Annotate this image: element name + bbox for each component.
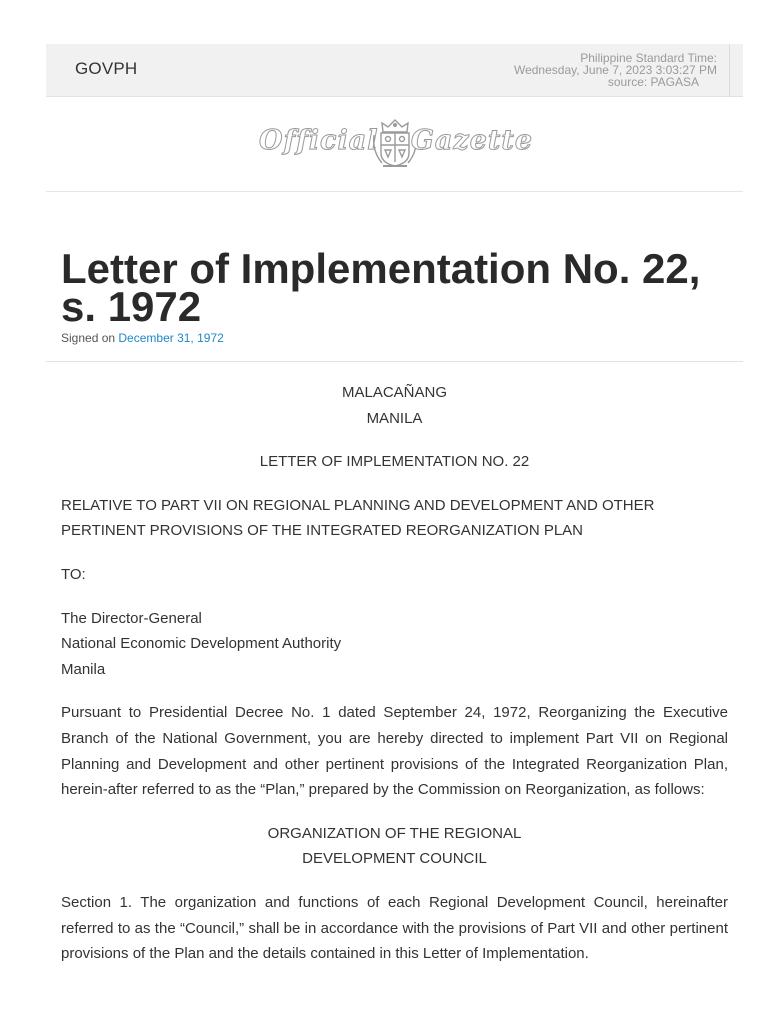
addressee-block: [61, 606, 728, 683]
govph-topbar: [46, 44, 743, 97]
to-label: TO:: [61, 565, 86, 583]
signed-date-link[interactable]: December 31, 1972: [118, 331, 224, 345]
pst-source: source: PAGASA: [607, 75, 699, 89]
office-heading: [61, 380, 728, 431]
logo-text-gazette: Gazette: [410, 125, 533, 156]
page-title: Letter of Implementation No. 22, s. 1972: [61, 245, 701, 330]
loi-heading: LETTER OF IMPLEMENTATION NO. 22: [259, 453, 530, 471]
relative-to-paragraph: RELATIVE TO PART VII ON REGIONAL PLANNING AND DEVELOPMENT AND OTHER PERTINENT PROVISIONS OF THE INTEGRATED REORGANIZATION PLAN: [61, 496, 655, 540]
section-1-paragraph: Section 1. The organization and functions of each Regional Development Council, hereinafter referred to as the “Council,” shall be in accordance with the provisions of Part VII and other pertinent provisions of the Plan and the details contained in this Letter of Implementation.: [61, 893, 728, 963]
govph-link[interactable]: GOVPH: [75, 59, 138, 78]
organization-heading: [61, 821, 728, 872]
article-body: [61, 380, 728, 985]
title-divider: [46, 361, 743, 362]
pst-label: Philippine Standard Time:: [580, 51, 717, 65]
signed-on-line: [61, 331, 721, 345]
signed-on-label: Signed on: [61, 331, 116, 345]
topbar-divider: [729, 44, 730, 97]
malacanang-text: MALACAÑANG: [341, 384, 448, 401]
pst-datetime: Wednesday, June 7, 2023 3:03:27 PM: [513, 63, 717, 77]
philippine-standard-time: [514, 52, 717, 88]
official-gazette-logo[interactable]: [259, 117, 533, 169]
pursuant-paragraph: Pursuant to Presidential Decree No. 1 dated September 24, 1972, Reorganizing the Executive Branch of the National Government, you are hereby directed to implement Part VII on Regional Planning and Development and other pertinent provisions of the Integrated Reorganization Plan, herein-after referred to as the “Plan,” prepared by the Commission on Reorganization, as follows:: [61, 704, 728, 799]
logo-text-official: Official: [259, 125, 379, 156]
addressee-line-3: Manila: [61, 660, 106, 678]
masthead: [46, 98, 743, 192]
addressee-line-2: National Economic Development Authority: [61, 635, 342, 653]
organization-heading-line-2: DEVELOPMENT COUNCIL: [302, 850, 487, 868]
manila-text: MANILA: [366, 409, 423, 427]
addressee-line-1: The Director-General: [61, 609, 202, 627]
organization-heading-line-1: ORGANIZATION OF THE REGIONAL: [267, 824, 522, 842]
article-header: [61, 245, 721, 345]
